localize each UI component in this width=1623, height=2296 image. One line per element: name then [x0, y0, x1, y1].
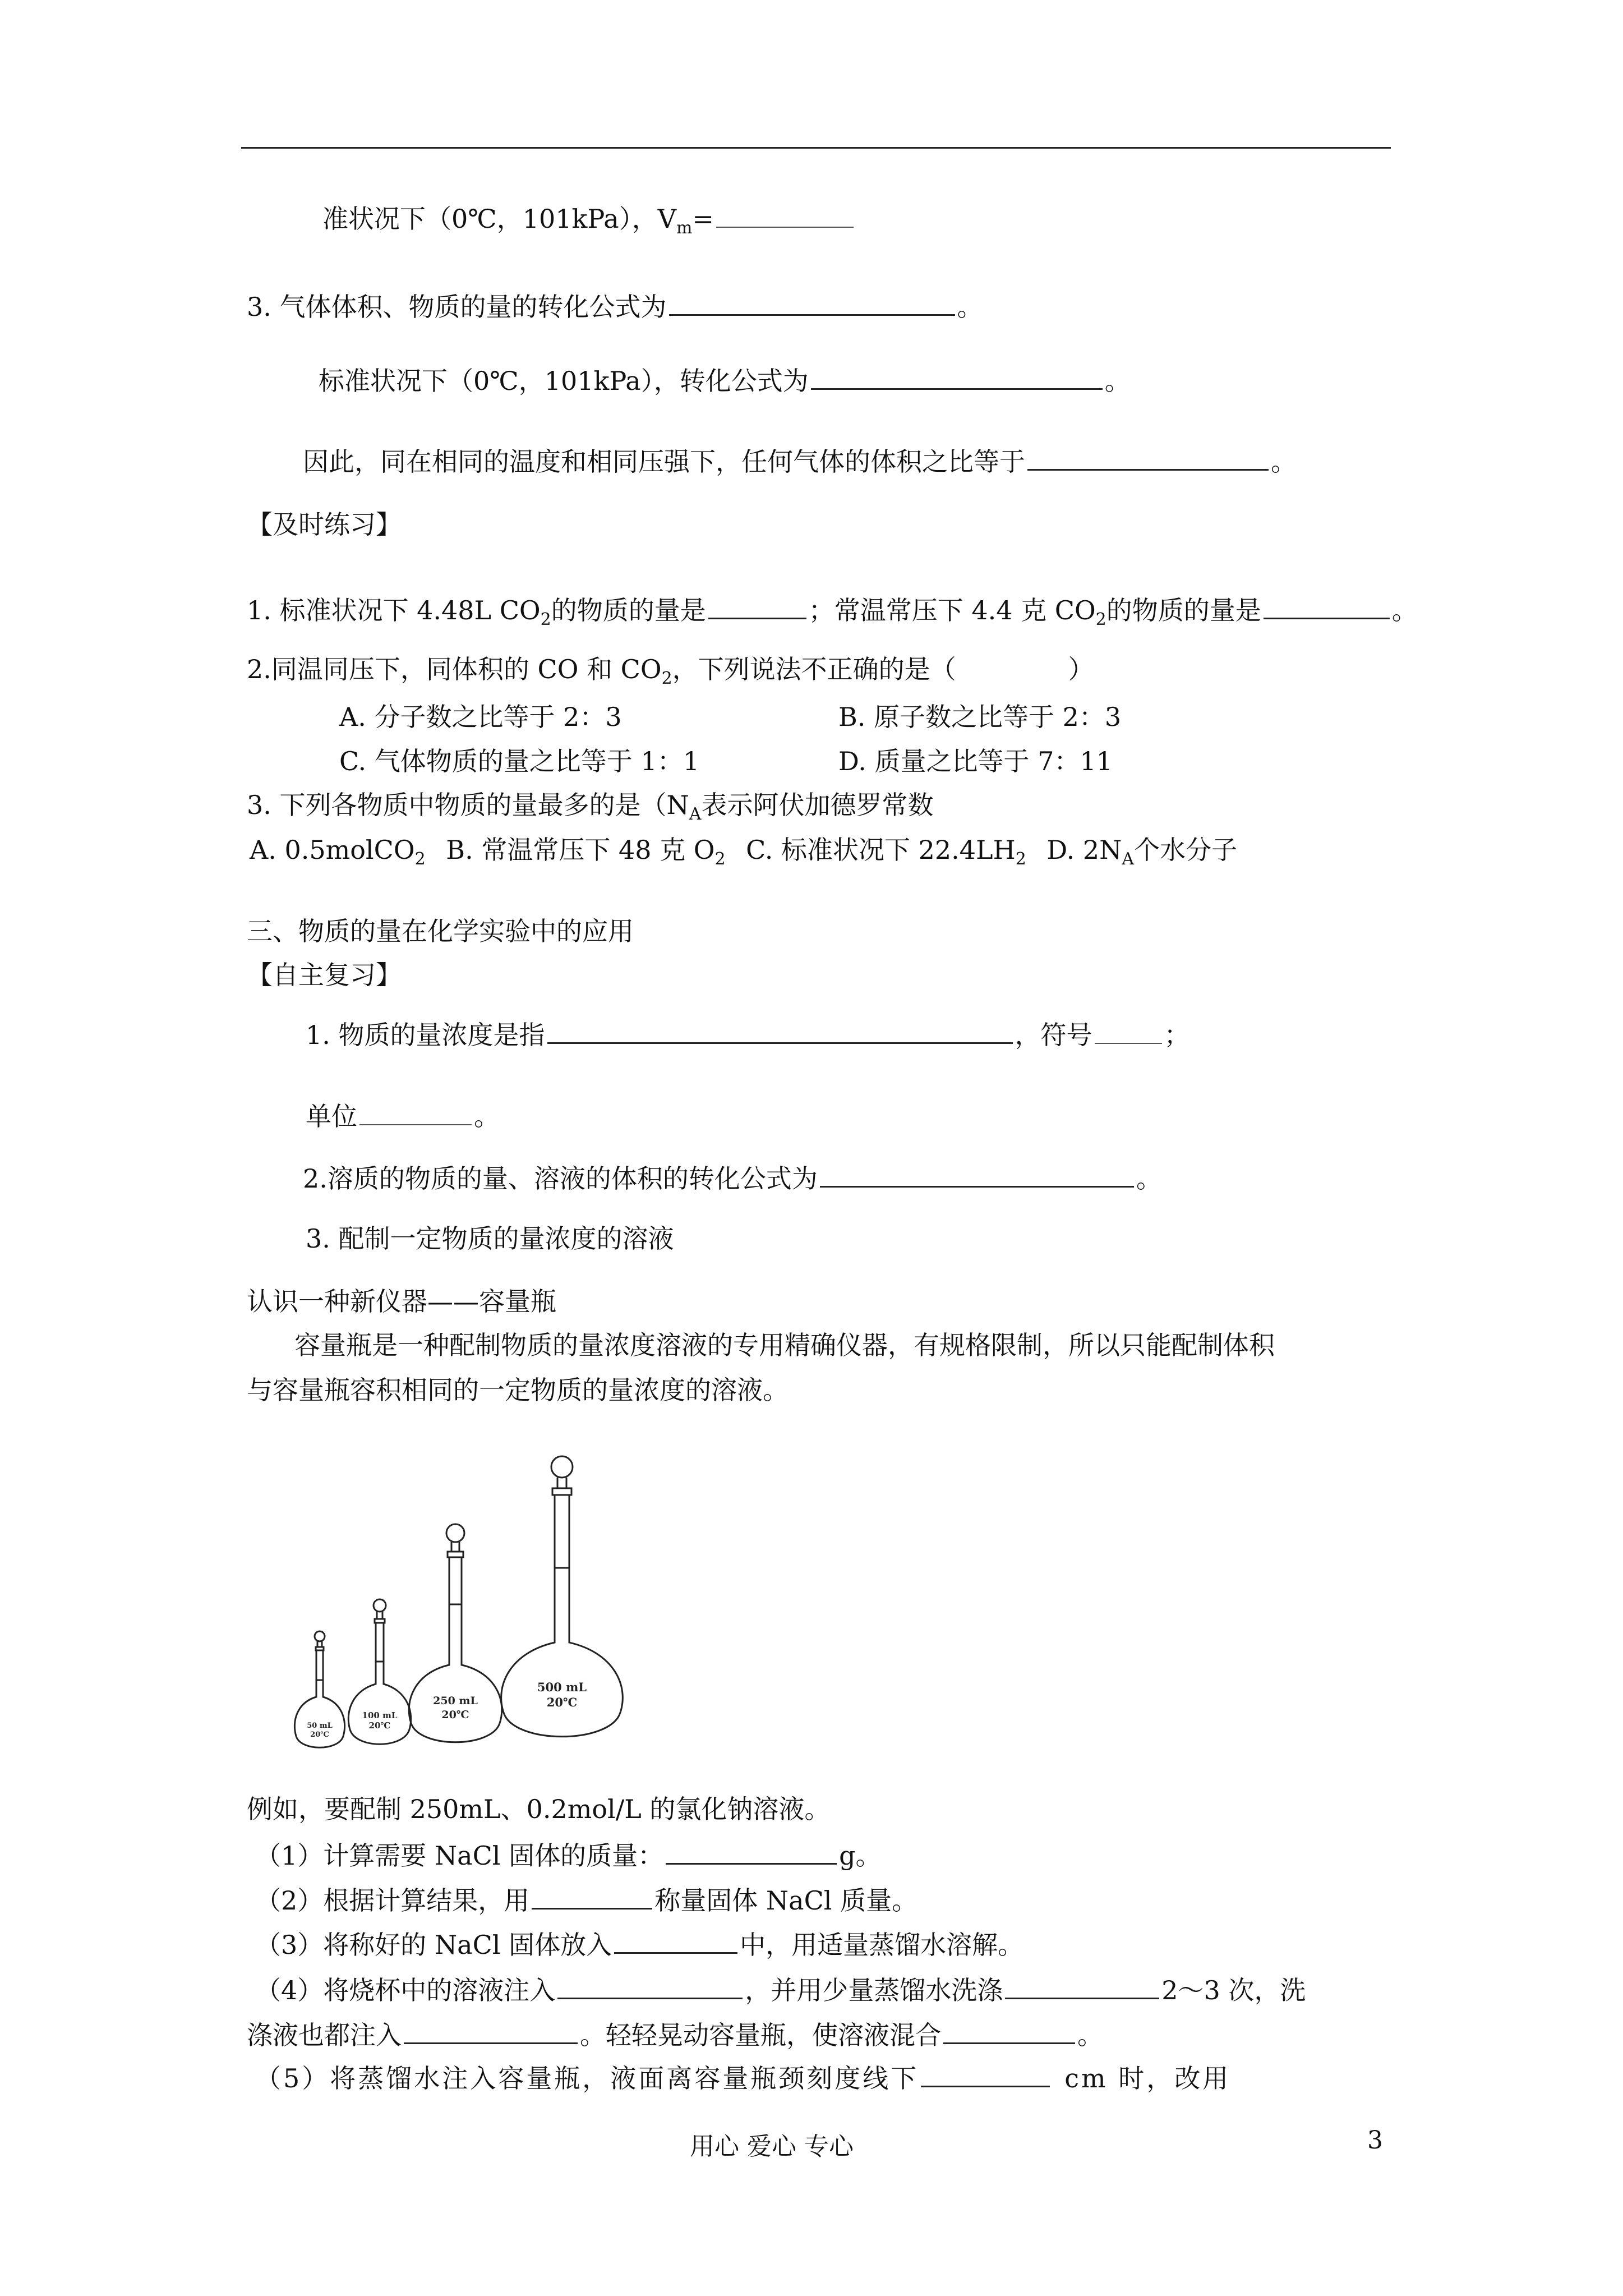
practice-2-option-b: B. 原子数之比等于 2：3 [838, 702, 1122, 732]
flask-250ml-temp: 20℃ [441, 1709, 469, 1721]
review-1-unit-end: 。 [474, 1101, 500, 1131]
vm-blank [716, 201, 854, 228]
step-4-blank-1 [557, 1972, 743, 1999]
review-2-text: 2.溶质的物质的量、溶液的体积的转化公式为 [303, 1163, 818, 1194]
std-formula-end: 。 [1104, 366, 1131, 396]
review-heading: 【自主复习】 [247, 960, 402, 990]
vm-line-text: 准状况下（0℃，101kPa），V [322, 204, 676, 234]
step-5-text: （5）将蒸馏水注入容量瓶，液面离容量瓶颈刻度线下 [255, 2063, 919, 2093]
step-3-text: （3）将称好的 NaCl 固体放入 [255, 1930, 612, 1960]
practice-heading: 【及时练习】 [247, 509, 402, 540]
std-formula-text: 标准状况下（0℃，101kPa），转化公式为 [319, 366, 809, 396]
practice-2-stem-a: 2.同温同压下，同体积的 CO 和 CO [247, 654, 662, 684]
step-4-text: （4）将烧杯中的溶液注入 [255, 1975, 556, 2005]
practice-3-options [250, 833, 1237, 867]
review-2 [303, 1160, 1162, 1195]
step-1-end: g。 [839, 1841, 882, 1871]
vm-line [322, 201, 856, 236]
review-1-definition-blank [547, 1016, 1013, 1044]
practice-1-sub-a: 2 [540, 610, 551, 629]
step-5 [255, 2060, 1230, 2095]
header-rule [241, 147, 1391, 149]
step-2 [255, 1882, 917, 1917]
step-4-end: 2～3 次，洗 [1161, 1975, 1306, 2005]
practice-1-part-a: 1. 标准状况下 4.48L CO [247, 595, 541, 625]
step-2-blank [532, 1882, 652, 1910]
practice-1-blank-1 [708, 592, 806, 619]
step-4b-blank-2 [943, 2017, 1075, 2044]
practice-3-option-c-sub: 2 [1015, 849, 1026, 869]
practice-3-option-a: A. 0.5molCO [250, 835, 415, 865]
step-4b-blank-1 [404, 2017, 578, 2044]
review-1-symbol-blank [1095, 1017, 1162, 1044]
review-1-unit-blank [359, 1098, 472, 1125]
step-4-blank-2 [1005, 1972, 1159, 1999]
volume-ratio-line [303, 443, 1297, 478]
practice-3-option-c: C. 标准状况下 22.4LH [746, 835, 1016, 865]
volumetric-flasks-illustration [280, 1453, 639, 1767]
flask-100ml-temp: 20℃ [368, 1720, 391, 1731]
practice-2-stem-sub: 2 [661, 669, 672, 688]
review-1-end: ； [1164, 1020, 1190, 1050]
vm-subscript: m [676, 218, 693, 238]
practice-1-part-d: 的物质的量是 [1106, 595, 1261, 625]
step-4b-mid: 。轻轻晃动容量瓶，使溶液混合 [580, 2020, 941, 2050]
intro-title: 认识一种新仪器——容量瓶 [247, 1286, 556, 1317]
step-4 [255, 1972, 1306, 2007]
practice-1-part-c: ；常温常压下 4.4 克 CO [808, 595, 1096, 625]
step-1-blank [666, 1837, 837, 1865]
question-3-text: 3. 气体体积、物质的量的转化公式为 [247, 292, 667, 322]
step-1-text: （1）计算需要 NaCl 固体的质量： [255, 1841, 664, 1871]
review-1-unit-label: 单位 [306, 1101, 357, 1131]
practice-1-end: 。 [1391, 595, 1418, 625]
step-2-text: （2）根据计算结果，用 [255, 1885, 530, 1916]
practice-2-stem-end: ） [1068, 654, 1094, 684]
practice-2-stem-b: ，下列说法不正确的是（ [672, 654, 956, 684]
practice-3-option-b-sub: 2 [714, 849, 726, 869]
step-3-end: 中，用适量蒸馏水溶解。 [740, 1930, 1024, 1960]
practice-2-stem [247, 652, 1094, 686]
example-line: 例如，要配制 250mL、0.2mol/L 的氯化钠溶液。 [247, 1794, 831, 1824]
step-4-continued [247, 2017, 1103, 2052]
volume-ratio-end: 。 [1271, 447, 1297, 477]
practice-2-option-a: A. 分子数之比等于 2：3 [339, 702, 622, 732]
practice-3-stem [247, 788, 933, 822]
question-3-blank [669, 288, 955, 316]
review-2-end: 。 [1136, 1163, 1162, 1194]
flask-500ml [501, 1456, 623, 1737]
practice-2-option-d: D. 质量之比等于 7：11 [838, 746, 1113, 776]
practice-3-stem-a: 3. 下列各物质中物质的量最多的是（N [247, 790, 689, 820]
flask-50ml-temp: 20℃ [310, 1731, 329, 1739]
flask-500ml-temp: 20℃ [546, 1695, 578, 1709]
practice-3-option-d-end: 个水分子 [1134, 835, 1238, 865]
practice-3-option-d-sub: A [1122, 849, 1135, 869]
review-2-blank [820, 1160, 1134, 1188]
flask-500ml-volume: 500 mL [537, 1680, 587, 1694]
review-1-symbol-label: ，符号 [1015, 1020, 1092, 1050]
step-2-end: 称量固体 NaCl 质量。 [654, 1885, 918, 1916]
review-1-unit [306, 1098, 500, 1133]
review-3: 3. 配制一定物质的量浓度的溶液 [306, 1223, 674, 1254]
practice-3-option-a-sub: 2 [414, 849, 426, 869]
practice-1-blank-2 [1264, 592, 1390, 619]
step-4b-text: 涤液也都注入 [247, 2020, 402, 2050]
step-3 [255, 1926, 1023, 1962]
flask-50ml-volume: 50 mL [307, 1722, 333, 1730]
vm-equals: = [692, 204, 714, 234]
flask-100ml-volume: 100 mL [362, 1710, 398, 1720]
practice-1-sub-c: 2 [1095, 610, 1106, 629]
practice-3-option-b: B. 常温常压下 48 克 O [446, 835, 715, 865]
section-3-title: 三、物质的量在化学实验中的应用 [247, 916, 634, 946]
footer-motto: 用心 爱心 专心 [690, 2132, 854, 2161]
std-formula-blank [811, 362, 1103, 390]
volume-ratio-blank [1027, 443, 1269, 471]
step-4-mid: ，并用少量蒸馏水洗涤 [745, 1975, 1003, 2005]
question-3 [247, 288, 983, 324]
question-3-end: 。 [957, 292, 983, 322]
step-4b-end: 。 [1077, 2020, 1103, 2050]
intro-paragraph-2: 与容量瓶容积相同的一定物质的量浓度的溶液。 [247, 1375, 789, 1405]
flask-250ml-volume: 250 mL [433, 1695, 478, 1707]
practice-1 [247, 592, 1418, 627]
review-1-text: 1. 物质的量浓度是指 [306, 1020, 545, 1050]
practice-1-part-b: 的物质的量是 [551, 595, 706, 625]
review-1 [306, 1016, 1190, 1052]
practice-3-stem-sub: A [689, 804, 702, 824]
step-5-blank [921, 2060, 1050, 2087]
practice-2-option-c: C. 气体物质的量之比等于 1：1 [339, 746, 699, 776]
practice-3-stem-b: 表示阿伏加德罗常数 [701, 790, 934, 820]
step-5-end: cm 时，改用 [1064, 2063, 1231, 2093]
step-1 [255, 1837, 882, 1872]
intro-paragraph-1: 容量瓶是一种配制物质的量浓度溶液的专用精确仪器，有规格限制，所以只能配制体积 [294, 1330, 1275, 1360]
step-3-blank [614, 1926, 737, 1954]
practice-3-option-d: D. 2N [1046, 835, 1122, 865]
std-formula-line [319, 362, 1131, 398]
page-number: 3 [1367, 2126, 1383, 2155]
volume-ratio-text: 因此，同在相同的温度和相同压强下，任何气体的体积之比等于 [303, 447, 1025, 477]
